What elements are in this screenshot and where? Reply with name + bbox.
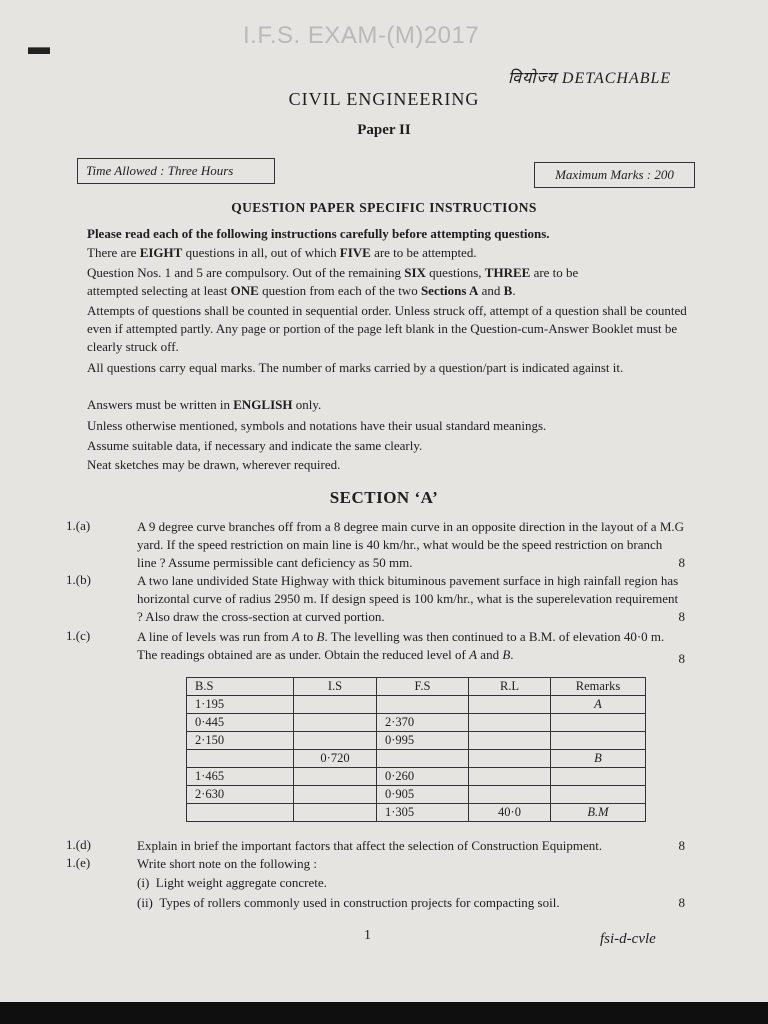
instruction-line-1: There are EIGHT questions in all, out of which FIVE are to be attempted.: [87, 245, 477, 260]
table-cell: 0·445: [187, 714, 294, 732]
table-cell: 40·0: [469, 804, 551, 822]
sub-question: (ii) Types of rollers commonly used in construction projects for compacting soil. 8: [137, 895, 685, 910]
question-number: 1.(e): [66, 855, 91, 870]
question-number: 1.(d): [66, 837, 91, 852]
page-title: CIVIL ENGINEERING: [288, 89, 480, 109]
table-row: [187, 696, 646, 714]
table-cell: B: [551, 750, 646, 768]
instruction-line-2: Question Nos. 1 and 5 are compulsory. Out of the remaining SIX questions, THREE are to be attempted selecting at least ONE question from each of the two Sections A and B.: [87, 265, 579, 298]
table-cell: [187, 750, 294, 768]
question-number: 1.(c): [66, 628, 91, 643]
question-text: A line of levels was run from A to B. The levelling was then continued to a B.M. of elevation 40·0 m. The readings obtained are as under. Obtain the reduced level of A and B. 8: [137, 629, 685, 666]
table-row: [187, 804, 646, 822]
table-cell: [469, 786, 551, 804]
table-cell: A: [551, 696, 646, 714]
question-text: A two lane undivided State Highway with thick bituminous pavement surface in high rainfall region has horizontal curve of radius 2950 m. If design speed is 100 km/hr., what is the superelevation requirement ? Also draw the cross-section at curved portion. 8: [137, 573, 685, 624]
table-cell: 2·370: [377, 714, 469, 732]
table-cell: 1·465: [187, 768, 294, 786]
table-cell: 0·720: [294, 750, 377, 768]
detachable-text: DETACHABLE: [561, 70, 672, 87]
table-cell: 2·630: [187, 786, 294, 804]
table-cell: 0·905: [377, 786, 469, 804]
instructions-lead: Please read each of the following instructions carefully before attempting questions.: [87, 226, 550, 241]
table-cell: [469, 768, 551, 786]
instruction-line-3: Attempts of questions shall be counted in sequential order. Unless struck off, attempt of a question shall be counted even if attempted partly. Any page or portion of the page left blank in the Question-cum-Answer Booklet must be clearly struck off.: [87, 303, 687, 354]
table-cell: [469, 696, 551, 714]
question-number: 1.(b): [66, 572, 91, 587]
table-cell: [377, 750, 469, 768]
table-cell: [294, 786, 377, 804]
paper-label: Paper II: [357, 122, 411, 138]
table-row: [187, 732, 646, 750]
column-header: F.S: [377, 678, 469, 696]
table-cell: 1·305: [377, 804, 469, 822]
scan-edge: [0, 1002, 768, 1024]
dash-mark: ▬: [28, 34, 50, 59]
column-header: B.S: [187, 678, 294, 696]
column-header: I.S: [294, 678, 377, 696]
question-number: 1.(a): [66, 518, 91, 533]
table-cell: [469, 750, 551, 768]
table-cell: [294, 804, 377, 822]
question-marks: 8: [678, 651, 685, 666]
table-cell: B.M: [551, 804, 646, 822]
table-cell: [551, 786, 646, 804]
table-cell: [551, 714, 646, 732]
detachable-label: [508, 66, 671, 88]
instruction-line-7: Assume suitable data, if necessary and indicate the same clearly.: [87, 438, 423, 453]
column-header: R.L: [469, 678, 551, 696]
table-cell: [294, 696, 377, 714]
instructions-heading: QUESTION PAPER SPECIFIC INSTRUCTIONS: [231, 200, 537, 215]
instruction-line-5: Answers must be written in ENGLISH only.: [87, 397, 322, 412]
table-cell: [469, 714, 551, 732]
instruction-line-6: Unless otherwise mentioned, symbols and notations have their usual standard meanings.: [87, 418, 547, 433]
instruction-line-4: All questions carry equal marks. The number of marks carried by a question/part is indicated against it.: [87, 360, 624, 375]
table-cell: [294, 732, 377, 750]
table-cell: 1·195: [187, 696, 294, 714]
question-marks: 8: [678, 838, 685, 853]
hindi-label: वियोज्य: [508, 70, 557, 87]
table-cell: [187, 804, 294, 822]
question-marks: 8: [678, 555, 685, 570]
question-marks: 8: [678, 609, 685, 624]
table-header-row: [187, 678, 646, 696]
time-allowed-box: Time Allowed : Three Hours: [77, 158, 275, 184]
table-cell: [294, 714, 377, 732]
table-cell: [377, 696, 469, 714]
table-row: [187, 786, 646, 804]
question-marks: 8: [678, 895, 685, 910]
table-row: [187, 714, 646, 732]
section-heading: SECTION ‘A’: [329, 488, 439, 507]
table-cell: 0·260: [377, 768, 469, 786]
table-cell: [294, 768, 377, 786]
exam-header: I.F.S. EXAM-(M)2017: [243, 22, 480, 49]
instruction-line-8: Neat sketches may be drawn, wherever required.: [87, 457, 341, 472]
question-text: Write short note on the following :: [137, 856, 318, 871]
table-cell: [551, 732, 646, 750]
question-text: Explain in brief the important factors that affect the selection of Construction Equipment. 8: [137, 838, 685, 853]
page-number: 1: [364, 928, 371, 943]
levelling-table: [186, 677, 646, 822]
paper-code: fsi-d-cvle: [600, 931, 656, 947]
question-text: A 9 degree curve branches off from a 8 degree main curve in an opposite direction in the layout of a M.G yard. If the speed restriction on main line is 40 km/hr., what would be the speed restriction on branch line ? Assume permissible cant deficiency as 50 mm. 8: [137, 519, 685, 570]
table-row: [187, 750, 646, 768]
table-cell: [551, 768, 646, 786]
table-cell: [469, 732, 551, 750]
column-header: Remarks: [551, 678, 646, 696]
table-cell: 2·150: [187, 732, 294, 750]
table-row: [187, 768, 646, 786]
table-cell: 0·995: [377, 732, 469, 750]
sub-question: (i) Light weight aggregate concrete.: [137, 875, 327, 890]
maximum-marks-box: Maximum Marks : 200: [534, 162, 695, 188]
